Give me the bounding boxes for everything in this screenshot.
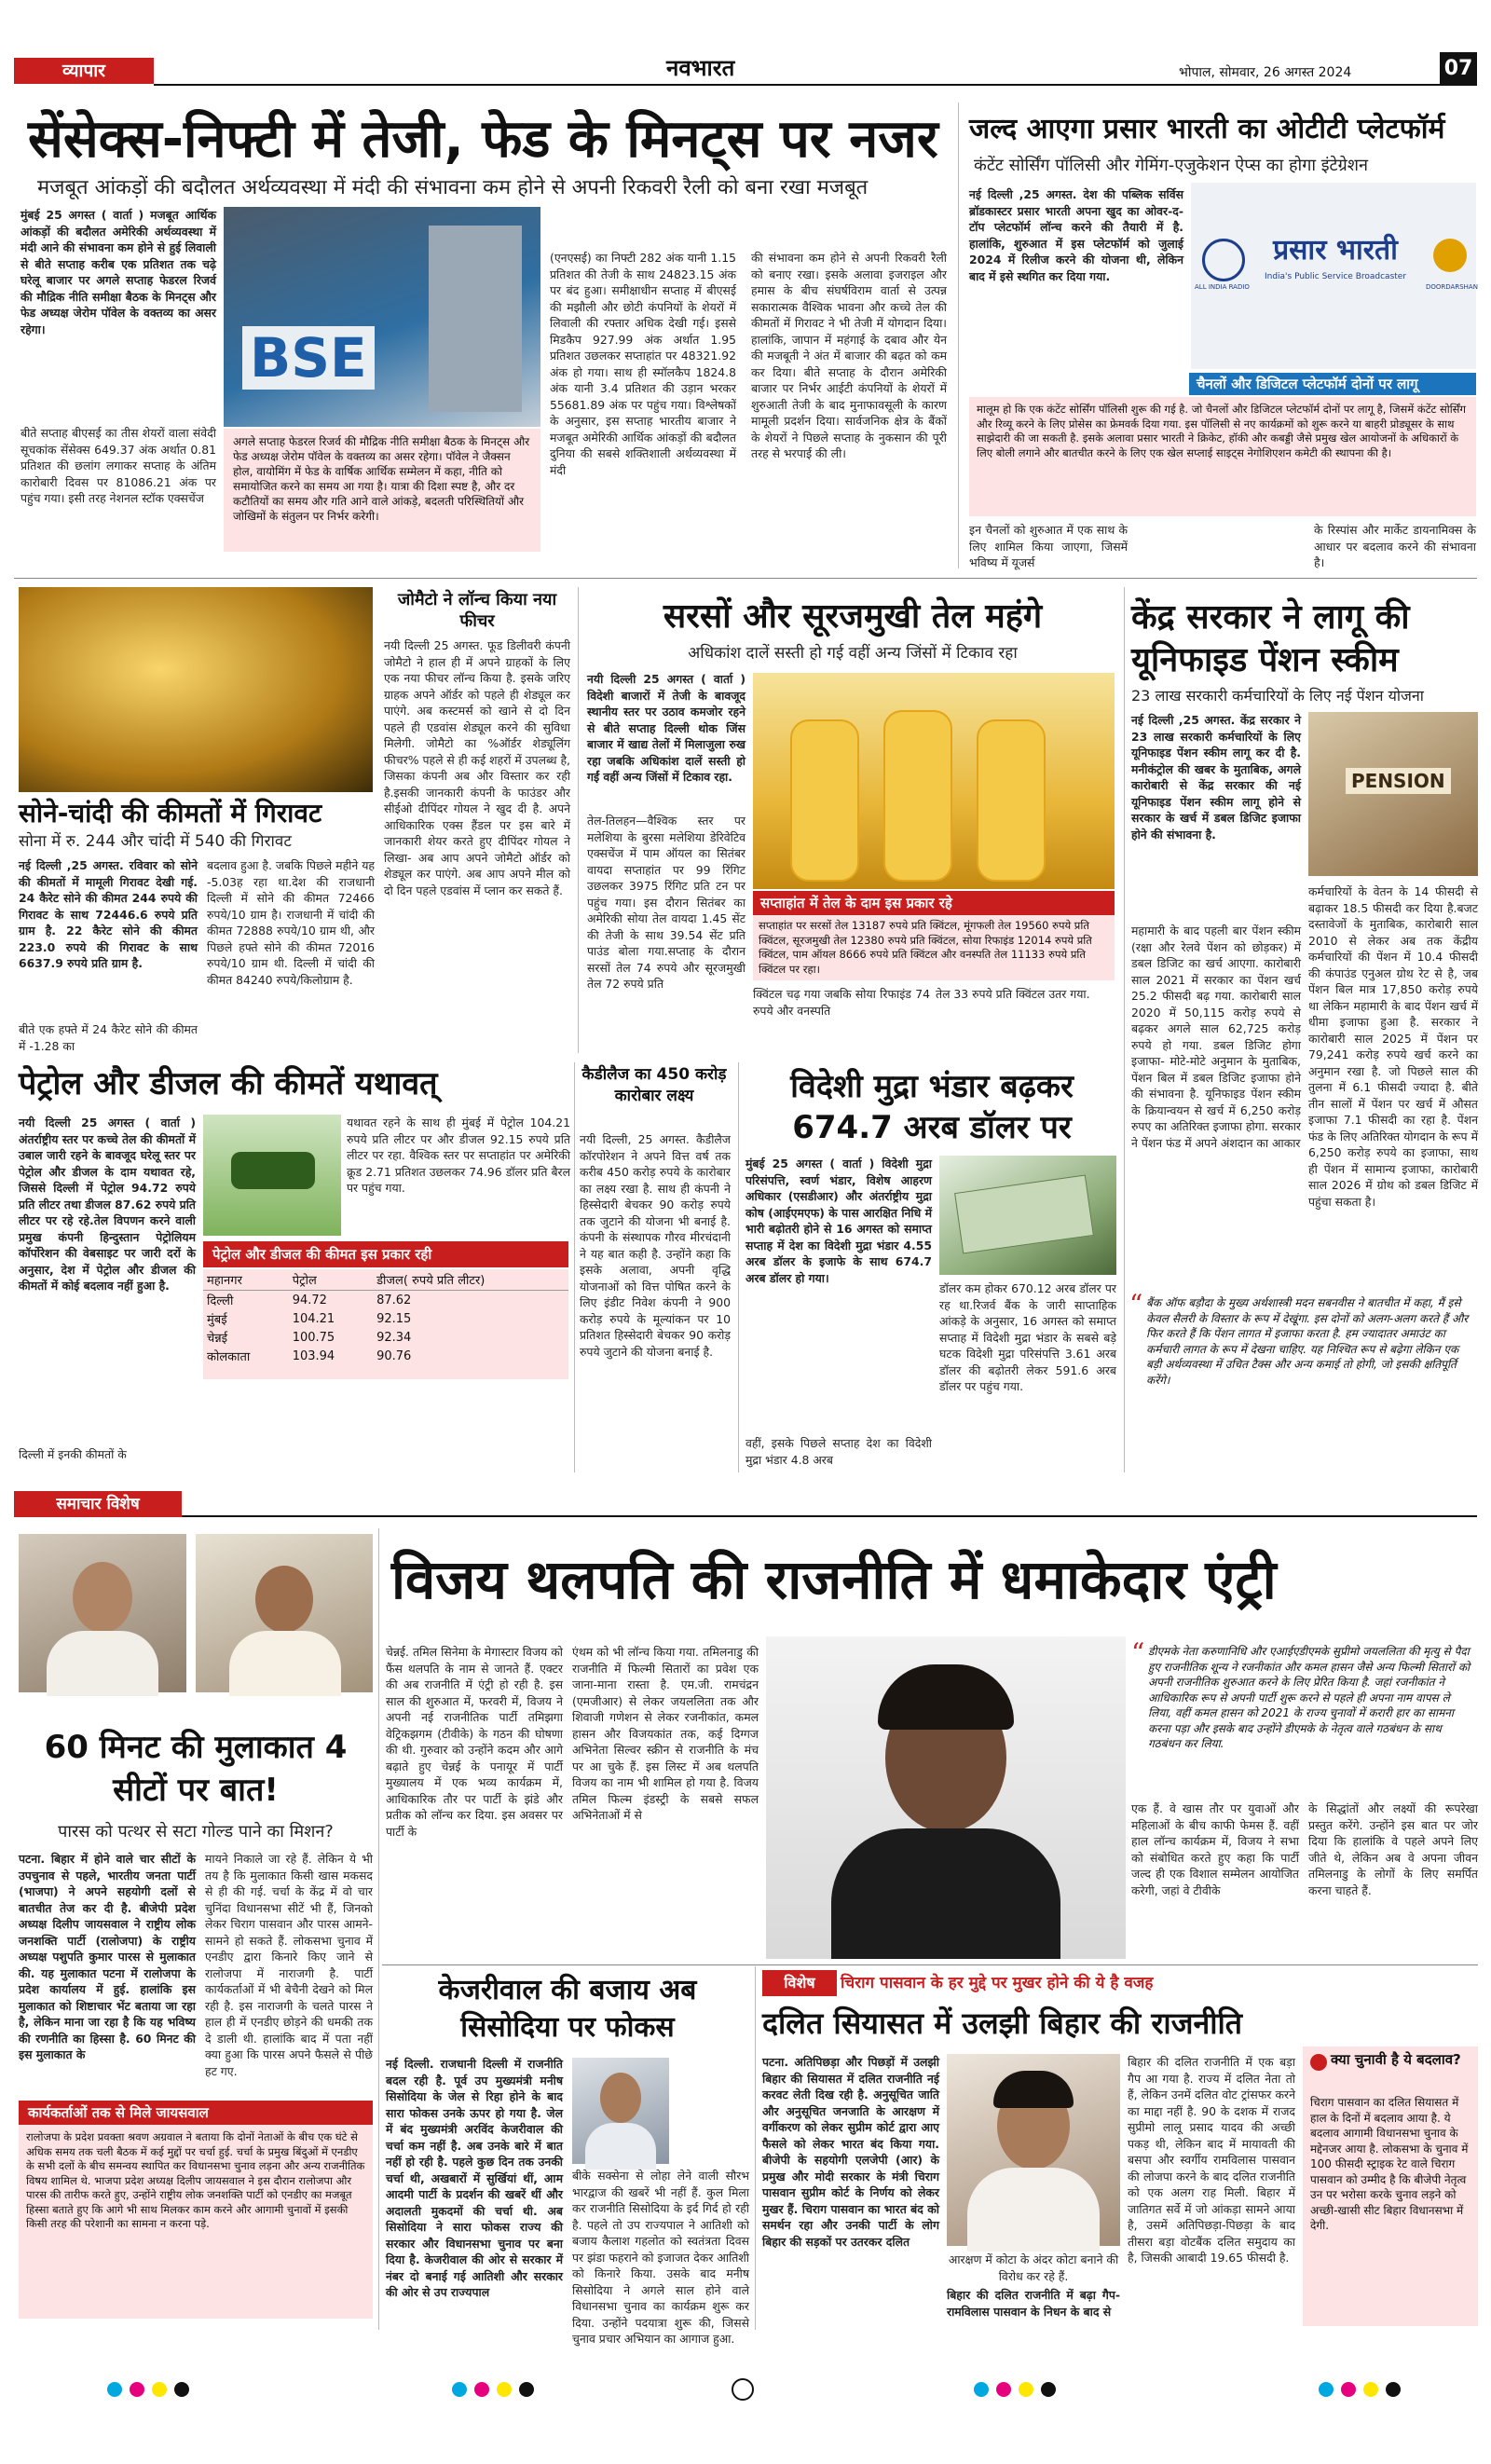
dateline: भोपाल, सोमवार, 26 अगस्त 2024 xyxy=(1179,65,1352,80)
cyan-mark xyxy=(974,2382,989,2397)
pension-col1: महामारी के बाद पहली बार पेंशन स्कीम (रक्षा और रेलवे पेंशन को छोड़कर) में डबल डिजिट का खर्च आएगा. कारोबारी साल 2021 में सरकार का पेंशन खर्च 25.2 फीसदी बढ़ गया. कारोबारी साल 2020 में 50,115 करोड़ रुपये से बढ़कर अगले साल 62,725 करोड़ रुपये हो गया. डबल डिजिट होगा इजाफा- मोटे-मोटे अनुमान के मुताबिक, पेंशन बिल में डबल डिजिट इजाफा होने की संभावना है. यूनिफाइड पेंशन स्कीम के क्रियान्वयन से खर्च में 6,250 करोड़ रुपए का अतिरिक्त इजाफा होगा. सरकार ने पेंशन फंड में अपने अंशदान का आकार xyxy=(1131,924,1301,1150)
forex-col2: डॉलर कम होकर 670.12 अरब डॉलर पर रह था.रिजर्व बैंक के जारी साप्ताहिक आंकड़े के अनुसार, 16 अगस्त को समाप्त सप्ताह में विदेशी मुद्रा भंडार के सबसे बड़े घटक विदेशी मुद्रा परिसंपत्ति 3.61 अरब डॉलर की बढ़ोतरी लेकर 591.6 अरब डॉलर पर पहुंच गया. xyxy=(939,1281,1116,1393)
pension-lead-text: नई दिल्ली ,25 अगस्त. केंद्र सरकार ने 23 लाख सरकारी कर्मचारियों के लिए यूनिफाइड पेंशन स्कीम लागू कर दी है. मनीकंट्रोल की खबर के मुताबिक, अगले कारोबारी से केंद्र सरकार की नई यूनिफाइड पेंशन स्कीम लागू होने से सरकार के खर्च में डबल डिजिट इजाफा होने की संभावना है. xyxy=(1131,713,1301,842)
table-cell: 92.15 xyxy=(376,1311,412,1326)
chirag-sub xyxy=(947,2287,1120,2324)
petrol-table xyxy=(203,1269,568,1379)
prasar-band: चैनलों और डिजिटल प्लेटफॉर्म दोनों पर लागू xyxy=(1189,373,1476,395)
person-hair xyxy=(878,1664,1014,1730)
person-head xyxy=(255,1566,313,1633)
table-header: महानगर xyxy=(203,1269,289,1291)
cadbury-body: नयी दिल्ली, 25 अगस्त. कैडीलैज कॉरपोरेशन ने अपने वित्त वर्ष तक करीब 450 करोड़ रुपये के कारोबार का लक्ष्य रखा है. साथ ही कंपनी ने हिस्सेदारी बेचकर 90 करोड़ रुपये तक जुटाने की योजना भी बनाई है. कंपनी के संस्थापक गौरव मीरचंदानी ने यह बात कही है. उन्होंने कहा कि इसके अलावा, अपनी वृद्धि योजनाओं को वित्त पोषित करने के लिए इंडीट निवेश कंपनी ने 900 करोड़ रुपये के मूल्यांकन पर 10 प्रतिशत हिस्सेदारी बेचकर 90 करोड़ रुपये जुटाने की योजना बनाई है. xyxy=(580,1132,731,1359)
sensex-photo xyxy=(224,207,540,427)
oil-lead xyxy=(587,671,746,811)
table-cell: 92.34 xyxy=(376,1330,412,1345)
section-label: व्यापार xyxy=(62,61,105,81)
sensex-caption xyxy=(224,429,540,552)
paras-photo xyxy=(19,1534,186,1692)
masthead xyxy=(14,52,1477,89)
election-box xyxy=(1303,2046,1478,2326)
prasar-lead-text: नई दिल्ली ,25 अगस्त. देश की पब्लिक सर्विस ब्रॉडकास्टर प्रसार भारती अपना खुद का ओवर-द-टॉप प्लेटफॉर्म लॉन्च करने की तैयारी में है. हालांकि, शुरुआत में इस प्लेटफॉर्म को जुलाई 2024 में रिलीज करने की योजना थी, लेकिन बाद में इसे स्थगित कर दिया गया. xyxy=(969,187,1183,283)
person-head xyxy=(600,2073,641,2123)
table-cell: 87.62 xyxy=(376,1293,412,1307)
zomato-headline: जोमैटो ने लॉन्च किया नया फीचर xyxy=(397,590,557,631)
jaiswal-photo xyxy=(196,1534,373,1692)
page-number: 07 xyxy=(1440,52,1477,86)
special-rule xyxy=(182,1515,1477,1517)
yellow-mark xyxy=(1363,2382,1378,2397)
table-cell: 94.72 xyxy=(292,1293,327,1307)
magenta-mark xyxy=(474,2382,489,2397)
oil-tail-a: क्विंटल चढ़ गया जबकि सोया रिफाइंड 74 रुपये और वनस्पति xyxy=(753,987,930,1018)
chirag-photo xyxy=(947,2054,1120,2246)
gold-lead-text: नई दिल्ली ,25 अगस्त. रविवार को सोने की कीमतों में मामूली गिरावट देखी गई. 24 कैरेट सोने की कीमत 244 रुपये की गिरावट के साथ 72446.6 रुपये प्रति ग्राम है. 22 कैरेट सोने की कीमत 223.0 रुपये की गिरावट के साथ 6637.9 रुपये प्रति ग्राम है. xyxy=(19,858,198,970)
vijay-col3: एक हैं. वे खास तौर पर युवाओं और महिलाओं के बीच काफी फेमस हैं. वहीं हाल लॉन्च कार्यक्रम में, विजय ने सभा को संबोधित करते हुए कहा कि पार्टी जल्द ही एक विशाल सम्मेलन आयोजित करेगी, जहां वे टीवीके xyxy=(1131,1801,1299,1897)
oil-headline: सरसों और सूरजमुखी तेल महंगे xyxy=(663,597,1043,636)
building-block xyxy=(429,226,522,412)
pension-deck: 23 लाख सरकारी कर्मचारियों के लिए नई पेंशन योजना xyxy=(1131,687,1424,705)
petrol-table-title: पेट्रोल और डीजल की कीमत इस प्रकार रही xyxy=(203,1241,568,1267)
magenta-mark xyxy=(1341,2382,1356,2397)
air-label: ALL INDIA RADIO xyxy=(1195,283,1250,291)
dd-label: DOORDARSHAN xyxy=(1426,283,1478,291)
black-mark xyxy=(1386,2382,1401,2397)
registration-strip xyxy=(14,2376,1477,2404)
prasar-box-text: मालूम हो कि एक कंटेंट सोर्सिंग पॉलिसी शुरू की गई है. जो चैनलों और डिजिटल प्लेटफॉर्म दोनों पर लागू है, जिसमें कंटेंट सोर्सिंग और रिव्यू करने के लिए प्रोसेस का फ्रेमवर्क दिया गया. इस पॉलिसी से नए कार्यक्रमों को शुरू करने या बाहरी प्रोड्यूसर के साथ साझेदारी की जा सकती है. इसके अलावा प्रसार भारती ने क्रिकेट, हॉकी और कबड्डी जैसे प्रमुख खेल आयोजनों के अधिकारों के लिए बोली लगाने और बातचीत करने के लिए एक खेल सप्लाई साइट्स नेगोशिएशन कमेटी की स्थापना की है। xyxy=(977,403,1466,459)
quote-icon: “ xyxy=(1131,1637,1145,1668)
table-row xyxy=(203,1328,568,1347)
gold-photo xyxy=(19,587,373,792)
vijay-col2: एंथम को भी लॉन्च किया गया. तमिलनाडु की राजनीति में फिल्मी सितारों का प्रवेश एक जाना-माना रास्ता है. एम.जी. रामचंद्रन (एमजीआर) से लेकर जयललिता तक और शिवाजी गणेशन से लेकर रजनीकांत, कमल हासन और विजयकांत तक, कई दिग्गज अभिनेता सिल्वर स्क्रीन से राजनीति के मंच पर आ चुके हैं. इस लिस्ट में अब थलपति विजय का नाम भी शामिल हो गया है. विजय तमिल फिल्म इंडस्ट्री के सबसे सफल अभिनेताओं में से xyxy=(572,1645,759,1822)
paras-headline: 60 मिनट की मुलाकात 4 सीटों पर बात! xyxy=(44,1729,348,1809)
table-row xyxy=(203,1347,568,1365)
black-mark xyxy=(519,2382,534,2397)
dd-logo-icon xyxy=(1433,239,1467,272)
vijay-photo xyxy=(766,1636,1126,1959)
black-mark xyxy=(1041,2382,1056,2397)
paras-col1-text: पटना. बिहार में होने वाले चार सीटों के उपचुनाव से पहले, भारतीय जनता पार्टी (भाजपा) ने अपने सहयोगी दलों से बातचीत तेज कर दी है. बीजेपी प्रदेश अध्यक्ष दिलीप जायसवाल ने राष्ट्रीय लोक जनशक्ति पार्टी (रालोजपा) के राष्ट्रीय अध्यक्ष पशुपति कुमार पारस से मुलाकात की. यह मुलाकात पटना में रालोजपा के प्रदेश कार्यालय में हुई. हालांकि इस मुलाकात को शिष्टाचार भेंट बताया जा रहा है, लेकिन माना जा रहा है कि यह भविष्य की रणनीति का हिस्सा है. 60 मिनट की इस मुलाकात के xyxy=(19,1852,196,2061)
person-body xyxy=(831,1828,1060,1959)
table-header: डीजल( रुपये प्रति लीटर) xyxy=(373,1269,568,1291)
section-rule xyxy=(14,578,1477,579)
sensex-col1: बीते सप्ताह बीएसई का तीस शेयरों वाला संवेदी सूचकांक सेंसेक्स 649.37 अंक अर्थात 0.81 प्रतिशत की छलांग लगाकर सप्ताह के अंतिम कारोबारी दिवस पर 81086.21 अंक पर पहुंच गया। इसी तरह नेशनल स्टॉक एक्सचेंज xyxy=(21,426,216,505)
chirag-caption: आरक्षण में कोटा के अंदर कोटा बनाने की विरोध कर रहे हैं. xyxy=(948,2252,1119,2283)
table-cell: मुंबई xyxy=(207,1313,227,1327)
sensex-deck: मजबूत आंकड़ों की बदौलत अर्थव्यवस्था में मंदी की संभावना कम होने से अपनी रिकवरी रैली को बना रखा मजबूत xyxy=(37,176,869,199)
sisodia-photo xyxy=(572,2058,669,2164)
black-mark xyxy=(174,2382,189,2397)
person-body xyxy=(229,1631,341,1696)
prasar-lead xyxy=(969,186,1183,365)
prasar-logo-text: प्रसार भारती xyxy=(1273,234,1398,267)
person-body xyxy=(585,2123,656,2170)
sensex-col3: की संभावना कम होने से अपनी रिकवरी रैली को बनाए रखा। इसके अलावा इजराइल और हमास के बीच संघर्षविराम वार्ता से उत्पन्न सकारात्मक वैश्विक भावना और कच्चे तेल की कीमतों में गिरावट ने भी तेजी में योगदान दिया। हालांकि, जापान में महंगाई के दबाव और येन की मजबूती ने अंत में बाजार की बढ़त को कम कर दिया। बीते सप्ताह के दौरान अमेरिकी बाजार पर निर्भर आईटी कंपनियों के शेयरों में शुरुआती तेजी के बाद मुनाफावसूली के कारण मामूली प्रदर्शन दिया। सार्वजनिक क्षेत्र के बैंकों के शेयरों ने पिछले सप्ताह के नुकसान की पूरी तरह से भरपाई की ली। xyxy=(751,251,947,460)
prasar-deck: कंटेंट सोर्सिंग पॉलिसी और गेमिंग-एजुकेशन ऐप्स का होगा इंटेग्रेशन xyxy=(974,156,1369,175)
paras-box-text: रालोजपा के प्रदेश प्रवक्ता श्रवण अग्रवाल ने बताया कि दोनों नेताओं के बीच एक घंटे से अधिक समय तक चली बैठक में कई मुद्दों पर चर्चा हुई. चर्चा के प्रमुख बिंदुओं में एनडीए के सभी दलों के बीच समन्वय स्थापित कर विधानसभा चुनाव लड़ना और अन्य राजनीतिक विषय शामिल थे. भाजपा प्रदेश अध्यक्ष दिलीप जायसवाल ने इस दौरान रालोजपा और पारस की तारीफ करते हुए, उन्होंने राष्ट्रीय लोक जनशक्ति पार्टी को एनडीए का मजबूत हिस्सा बताते हुए कि आगे भी साथ मिलकर काम करने और आगामी चुनावों में इसकी किसी तरह की परेशानी का सामना न करना पड़े. xyxy=(26,2130,365,2230)
special-label: समाचार विशेष xyxy=(14,1491,182,1517)
forex-lead-tail: वहीं, इसके पिछले सप्ताह देश का विदेशी मुद्रा भंडार 4.8 अरब xyxy=(746,1436,932,1467)
kejri-col1 xyxy=(386,2056,563,2322)
gold-lead xyxy=(19,857,198,1020)
table-row xyxy=(203,1291,568,1310)
chirag-sub-text: बिहार की दलित राजनीति में बढ़ा गैप- रामविलास पासवान के निधन के बाद से xyxy=(947,2288,1120,2319)
prasar-headline: जल्द आएगा प्रसार भारती का ओटीटी प्लेटफॉर्म xyxy=(969,113,1445,145)
gold-col2: बदलाव हुआ है. जबकि पिछले महीने यह -5.03ह रहा था.देश की राजधानी दिल्ली में सोने की कीमत 72466 रुपये/10 ग्राम है। राजधानी में चांदी की कीमत 72888 रुपये/10 ग्राम थी, और पिछले हफ्ते सोने की कीमत 72016 रुपये/10 ग्राम थी. दिल्ली में चांदी की कीमत 84240 रुपये/किलोग्राम है. xyxy=(207,858,375,987)
kejri-col2: बीके सक्सेना से लोहा लेने वाली सौरभ भारद्वाज की खबरें भी नहीं हैं. कुल मिला कर राजनीति सिसोदिया के इर्द गिर्द हो रही है. पहले तो उप राज्यपाल ने आतिशी को बजाय कैलाश गहलोत को स्वतंत्रता दिवस पर झंडा फहराने को इजाजत देकर आतिशी को किनारे किया. उसके बाद मनीष सिसोदिया ने अगले साल होने वाले विधानसभा चुनाव का कार्यक्रम शुरू कर दिया. उन्होंने पदयात्रा शुरू की, जिससे चुनाव प्रचार अभियान का आगाज हुआ. xyxy=(572,2169,749,2346)
election-question: क्या चुनावी है ये बदलाव? xyxy=(1331,2051,1461,2068)
oil-deck: अधिकांश दालें सस्ती हो गई वहीं अन्य जिंसों में टिकाव रहा xyxy=(688,644,1018,663)
cyan-mark xyxy=(1319,2382,1334,2397)
sensex-lead-text: मुंबई 25 अगस्त ( वार्ता ) मजबूत आर्थिक आंकड़ों की बदौलत अमेरिकी अर्थव्यवस्था में मंदी आने की संभावना कम होने से हुई लिवाली से बीते सप्ताह करीब एक प्रतिशत तक चढ़े घरेलू बाजार पर अगले सप्ताह फेडरल रिजर्व की मौद्रिक नीति समीक्षा बैठक के मिनट्स और फेड अध्यक्ष जेरोम पॉवेल के वक्तव्य का असर रहेगा। xyxy=(21,208,216,336)
magenta-mark xyxy=(996,2382,1011,2397)
magenta-mark xyxy=(130,2382,144,2397)
petrol-col2: यथावत रहने के साथ ही मुंबई में पेट्रोल 104.21 रुपये प्रति लीटर पर और डीजल 92.15 रुपये प्रति लीटर पर रहा. वैश्विक स्तर पर सप्ताहांत पर अमेरिकी क्रूड 2.71 प्रतिशत उछलकर 74.96 डॉलर प्रति बैरल पर पहुंच गया. xyxy=(347,1116,570,1195)
crosshair-icon xyxy=(732,2378,754,2401)
vijay-quote: डीएमके नेता करुणानिधि और एआईएडीएमके सुप्रीमो जयललिता की मृत्यु से पैदा हुए राजनीतिक शून्य ने रजनीकांत और कमल हासन जैसे अन्य फिल्मी सितारों को अपनी राजनीतिक शुरुआत करने के लिए प्रेरित किया है. जहां रजनीकांत ने आधिकारिक रूप से अपनी पार्टी शुरू करने से पहले ही अपना नाम वापस ले लिया, वहीं कमल हासन को 2021 के राज्य चुनावों में करारी हार का सामना करना पड़ा और इसके बाद उन्होंने डीएमके के नेतृत्व वाले गठबंधन के साथ गठबंधन कर लिया. xyxy=(1148,1645,1470,1750)
vijay-col1-text: चेन्नई. तमिल सिनेमा के मेगास्टार विजय को फैंस थलपति के नाम से जानते हैं. एक्टर की अब राजनीति में एंट्री हो रही है. इस साल की शुरुआत में, फरवरी में, विजय ने अपनी नई राजनीतिक पार्टी तमिझगा वेट्रिकझगम (टीवीके) के गठन की घोषणा की थी. गुरुवार को उन्होंने कदम और आगे बढ़ाते हुए चेन्नई के पनायूर में पार्टी मुख्यालय में एक भव्य कार्यक्रम में, आधिकारिक तौर पर पार्टी के झंडे और प्रतीक को लॉन्च कर दिया. इस अवसर पर पार्टी के xyxy=(386,1645,563,1839)
vijay-quote-box xyxy=(1131,1637,1478,1795)
table-row xyxy=(203,1309,568,1328)
section-rule xyxy=(382,1964,1478,1965)
petrol-lead xyxy=(19,1115,196,1443)
table-cell: 100.75 xyxy=(292,1330,335,1345)
petrol-lead-tail: दिल्ली में इनकी कीमतों के xyxy=(19,1447,127,1461)
chirag-band: चिराग पासवान के हर मुद्दे पर मुखर होने की ये है वजह xyxy=(841,1974,1154,1992)
pension-lead xyxy=(1131,712,1301,919)
bottle xyxy=(883,710,952,882)
cyan-mark xyxy=(107,2382,122,2397)
prasar-logo xyxy=(1191,183,1476,369)
person-hair xyxy=(993,2071,1074,2108)
nozzle-icon xyxy=(231,1152,315,1189)
chirag-col2: बिहार की दलित राजनीति में एक बड़ा गैप आ गया है. राज्य में दलित नेता तो हैं, लेकिन उनमें दलित वोट ट्रांसफर करने का माद्दा नहीं है. 90 के दशक में राजद सुप्रीमो लालू प्रसाद यादव की अच्छी पकड़ थी, लेकिन बाद में मायावती की बसपा और स्वर्गीय रामविलास पासवान की लोजपा करने के बाद दलित राजनीति को एक अलग राह मिली. बिहार में जातिगत सर्वे में जो आंकड़ा सामने आया है, उसमें अतिपिछड़ा-पिछड़ा के बाद तीसरा बड़ा वोटबैंक दलित समुदाय का है, जिसकी आबादी 19.65 फीसदी है. xyxy=(1128,2055,1295,2265)
cadbury-headline: कैडीलैज का 450 करोड़ कारोबार लक्ष्य xyxy=(581,1065,727,1105)
forex-headline: विदेशी मुद्रा भंडार बढ़कर 674.7 अरब डॉलर पर xyxy=(790,1068,1074,1146)
table-cell: 103.94 xyxy=(292,1348,335,1363)
zomato-body: नयी दिल्ली 25 अगस्त. फूड डिलीवरी कंपनी जोमैटो ने हाल ही में अपने ग्राहकों के लिए एक नया फीचर लॉन्च किया है. इसके जरिए ग्राहक अपने ऑर्डर को पहले ही शेड्यूल कर पाएंगे. अब कस्टमर्स को खाने से दो दिन पहले ही एडवांस शेड्यूल करने की सुविधा मिलेगी. जोमैटो का %ऑर्डर शेड्यूलिंग फीचर% पहले से ही कई शहरों में उपलब्ध है, जिसका कंपनी अब और विस्तार कर रही है.इसकी जानकारी कंपनी के फाउंडर और सीईओ दीपिंदर गोयल ने खुद दी है. अपने आधिकारिक एक्स हैंडल पर इस बारे में जानकारी शेयर करते हुए दीपिंदर गोयल ने लिखा- अब आप अपने जोमैटो ऑर्डर को शेड्यूल कर पाएंगे. अब आप अपने मील को दो दिन पहले एडवांस में प्लान कर सकते हैं. xyxy=(384,638,570,897)
prasar-col-a: इन चैनलों को शुरुआत में एक साथ के लिए शामिल किया जाएगा, जिसमें भविष्य में यूजर्स xyxy=(969,523,1128,569)
masthead-rule xyxy=(154,84,1440,86)
paras-box xyxy=(19,2125,373,2319)
forex-photo xyxy=(939,1156,1116,1275)
gold-col1-tail: बीते एक हफ्ते में 24 कैरेट सोने की कीमत में -1.28 का xyxy=(19,1022,198,1053)
currency-notes xyxy=(954,1174,1094,1253)
gold-headline: सोने-चांदी की कीमतों में गिरावट xyxy=(19,798,322,828)
table-cell: 104.21 xyxy=(292,1311,335,1326)
yellow-mark xyxy=(1019,2382,1033,2397)
chirag-label: विशेष xyxy=(762,1970,837,1996)
election-box-text: चिराग पासवान का दलित सियासत में हाल के दिनों में बदलाव आया है. ये बदलाव आगामी विधानसभा चुनाव के मद्देनजर आया है. लोकसभा के चुनाव में 100 फीसदी स्ट्राइक रेट वाले चिराग पासवान को उम्मीद है कि बीजेपी नेतृत्व उन पर भरोसा करके चुनाव लड़ने को अच्छी-खासी सीट बिहार विधानसभा में देगी. xyxy=(1310,2096,1469,2232)
oil-band: सप्ताहांत में तेल के दाम इस प्रकार रहे xyxy=(753,891,1115,915)
oil-tail-b: तेल 33 रुपये प्रति क्विंटल उतर गया. xyxy=(936,987,1090,1001)
prasar-col-b: के रिस्पांस और मार्केट डायनामिक्स के आधार पर बदलाव करने की संभावना है। xyxy=(1314,523,1476,569)
vijay-headline: विजय थलपति की राजनीति में धमाकेदार एंट्री xyxy=(391,1548,1277,1611)
table-cell: 90.76 xyxy=(376,1348,412,1363)
chirag-col1 xyxy=(762,2054,939,2324)
pension-quote-box xyxy=(1129,1289,1480,1450)
divider xyxy=(574,1062,575,1472)
paras-band: कार्यकर्ताओं तक से मिले जायसवाल xyxy=(19,2101,373,2125)
oil-lead-text: नयी दिल्ली 25 अगस्त ( वार्ता ) विदेशी बाजारों में तेजी के बावजूद स्थानीय स्तर पर उठाव कमजोर रहने से बीते सप्ताह दिल्ली थोक जिंस बाजार में खाद्य तेलों में मिलाजुला रुख रहा जबकि अधिकांश दालें सस्ती हो गईं वहीं अन्य जिंसों में टिकाव रहा. xyxy=(587,672,746,784)
vijay-col1 xyxy=(386,1644,563,1959)
sensex-caption-text: अगले सप्ताह फेडरल रिजर्व की मौद्रिक नीति समीक्षा बैठक के मिनट्स और फेड अध्यक्ष जेरोम पॉवेल के वक्तव्य का असर रहेगा। पॉवेल ने जैक्सन होल, वायोमिंग में फेड के वार्षिक आर्थिक सम्मेलन में कहा, नीति को समायोजित करने का समय आ गया है। यात्रा की दिशा स्पष्ट है, और दर कटौतियों का समय और गति आने वाले आंकड़े, बदलती परिस्थितियों और जोखिमों के संतुलन पर निर्भर करेगी। xyxy=(233,435,530,523)
divider xyxy=(378,1528,379,2330)
kejri-headline: केजरीवाल की बजाय अब सिसोदिया पर फोकस xyxy=(438,1974,697,2044)
cyan-mark xyxy=(452,2382,467,2397)
chirag-col1-text: पटना. अतिपिछड़ा और पिछड़ों में उलझी बिहार की सियासत में दलित राजनीति नई करवट लेती दिख रही है. अनुसूचित जाति और अनुसूचित जनजाति के आरक्षण में वर्गीकरण को लेकर सुप्रीम कोर्ट द्वारा आए फैसले को लेकर भारत बंद किया गया. बीजेपी के सहयोगी एलजेपी (आर) के प्रमुख और मोदी सरकार के मंत्री चिराग पासवान सुप्रीम कोर्ट के निर्णय को लेकर मुखर हैं. चिराग पासवान का भारत बंद को समर्थन रहा और उनकी पार्टी के लोग बिहार की सड़कों पर उतरकर दलित xyxy=(762,2055,939,2249)
bse-sign: BSE xyxy=(242,326,375,390)
oil-photo xyxy=(753,673,1115,889)
sensex-col2: (एनएसई) का निफ्टी 282 अंक यानी 1.15 प्रतिशत की तेजी के साथ 24823.15 अंक पर बंद हुआ। समीक्षाधीन सप्ताह में बीएसई की मझौली और छोटी कंपनियों के शेयरों में लिवाली की रफ्तार अधिक देखी गई। इससे मिडकैप 927.99 अंक अर्थात 1.95 प्रतिशत उछलकर सप्ताहांत पर 48321.92 अंक हो गया। साथ ही स्मॉलकैप 1824.8 अंक यानी 3.4 प्रतिशत की उड़ान भरकर 55681.89 अंक पर पहुंच गया। विश्लेषकों के अनुसार, इस सप्ताह भारतीय बाजार ने मजबूत अमेरिकी आर्थिक आंकड़ों की बदौलत दुनिया की सबसे शक्तिशाली अर्थव्यवस्था में मंदी xyxy=(550,251,736,477)
divider xyxy=(755,1966,756,2330)
pension-photo-label: PENSION xyxy=(1346,768,1451,794)
question-icon xyxy=(1310,2054,1327,2071)
forex-lead xyxy=(746,1156,932,1435)
pension-quote: बैंक ऑफ बड़ौदा के मुख्य अर्थशास्त्री मदन सबनवीस ने बातचीत में कहा, मैं इसे केवल सैलरी के विस्तार के रूप में देखूंगा. इस दोनों को अलग-अलग करते हैं और फिर करते हैं कि पेंशन लागत में इजाफा करता है. हम ज्यादातर अमाउंट का कर्मचारी लागत के रूप में देखना चाहिए. यह निश्चित रूप से बढ़ेगा लेकिन एक बड़ी अर्थव्यवस्था में उचित टैक्स और अन्य कमाई तो होगी, जो इसकी क्षतिपूर्ति करेंगे। xyxy=(1146,1296,1469,1387)
prasar-logo-sub: India's Public Service Broadcaster xyxy=(1264,272,1407,281)
divider xyxy=(738,1062,739,1472)
vijay-col4: के सिद्धांतों और लक्ष्यों की रूपरेखा प्रस्तुत करेंगे. उन्होंने इस बात पर जोर दिया कि हालांकि वे पहले अपने लिए जीते थे, लेकिन अब वे अपना जीवन तमिलनाडु के लोगों के लिए समर्पित करना चाहते हैं. xyxy=(1308,1801,1478,1897)
table-cell: दिल्ली xyxy=(207,1294,234,1308)
special-band xyxy=(14,1487,1477,1521)
petrol-photo xyxy=(203,1115,341,1236)
oil-rates: सप्ताहांत पर सरसों तेल 13187 रुपये प्रति क्विंटल, मूंगफली तेल 19560 रुपये प्रति क्विंटल, सूरजमुखी तेल 12380 रुपये प्रति क्विंटल, सोया रिफाइंड 12014 रुपये प्रति क्विंटल, पाम ऑयल 8666 रुपये प्रति क्विंटल और वनस्पति तेल 11133 रुपये प्रति क्विंटल पर रहा। xyxy=(759,919,1092,976)
sensex-headline: सेंसेक्स-निफ्टी में तेजी, फेड के मिनट्स पर नजर xyxy=(28,109,938,170)
pension-col2: कर्मचारियों के वेतन के 14 फीसदी से बढ़ाकर 18.5 फीसदी कर दिया है.बजट दस्तावेजों के मुताबिक, कारोबारी साल 2010 से लेकर अब तक केंद्रीय कर्मचारियों की पेंशन में 10.4 फीसदी की कंपाउंड एनुअल ग्रोथ रेट से है, जब पेंशन बिल मात्र 17,850 करोड़ रुपये था लेकिन महामारी के बाद पेंशन खर्च में धीमा इजाफा हुआ है. सरकार ने कारोबारी साल 2025 में पेंशन पर 79,241 करोड़ रुपये खर्च करने का अनुमान रखा है. जो पिछले साल की तुलना में 6.1 फीसदी ज्यादा है. बीते तीन सालों में पेंशन पर खर्च में औसत इजाफा 7.1 फीसदी का रहा है. पेंशन फंड के लिए अतिरिक्त योगदान के रूप में 6,250 करोड़ रुपये का इजाफा, साथ ही पेंशन में सामान्य इजाफा, कारोबारी साल 2026 में ग्रोथ को डबल डिजिट में पहुंचा सकता है। xyxy=(1308,884,1478,1209)
oil-rates-box xyxy=(753,915,1115,980)
petrol-rate-table xyxy=(203,1269,568,1365)
person-body xyxy=(47,1631,158,1696)
paras-col2: मायने निकाले जा रहे हैं. लेकिन ये भी तय है कि मुलाकात किसी खास मकसद से ही की गई. चर्चा के केंद्र में वो चार चुनिंदा विधानसभा सीटें भी हैं, जिनको लेकर चिराग पासवान और पारस आमने-सामने हो सकते हैं. लोकसभा चुनाव में एनडीए द्वारा किनारे किए जाने से रालोजपा में नाराजगी है. पार्टी कार्यकर्ताओं में भी बेचैनी देखने को मिल रही है. इस नाराजगी के चलते पारस ने हाल ही में एनडीए छोड़ने की धमकी तक दे डाली थी. हालांकि बाद में पता नहीं क्या हुआ कि पारस अपने फैसले से पीछे हट गए. xyxy=(205,1852,373,2078)
pension-photo xyxy=(1308,712,1478,876)
divider xyxy=(958,103,959,568)
paper-name: नवभारत xyxy=(666,55,735,81)
bottle xyxy=(790,719,859,882)
paras-col1 xyxy=(19,1851,196,2095)
chirag-headline: दलित सियासत में उलझी बिहार की राजनीति xyxy=(762,2005,1243,2041)
yellow-mark xyxy=(497,2382,512,2397)
prasar-box xyxy=(969,397,1476,516)
forex-lead-text: मुंबई 25 अगस्त ( वार्ता ) विदेशी मुद्रा परिसंपत्ति, स्वर्ण भंडार, विशेष आहरण अधिकार (एसडीआर) और अंतर्राष्ट्रीय मुद्रा कोष (आईएमएफ) के पास आरक्षित निधि में भारी बढ़ोतरी होने से 16 अगस्त को समाप्त सप्ताह में देश का विदेशी मुद्रा भंडार 4.55 अरब डॉलर के इजाफे के साथ 674.7 अरब डॉलर हो गया। xyxy=(746,1157,932,1285)
gold-deck: सोना में रु. 244 और चांदी में 540 की गिरावट xyxy=(19,832,292,851)
petrol-lead-text: नयी दिल्ली 25 अगस्त ( वार्ता ) अंतर्राष्ट्रीय स्तर पर कच्चे तेल की कीमतों में उबाल जारी रहने के बावजूद घरेलू स्तर पर पेट्रोल और डीजल के दाम यथावत रहे, जिससे दिल्ली में पेट्रोल 94.72 रुपये प्रति लीटर तथा डीजल 87.62 रुपये प्रति लीटर पर रहे रहे.तेल विपणन करने वाली प्रमुख कंपनी हिन्दुस्तान पेट्रोलियम कॉर्पोरेशन की वेबसाइट पर जारी दरों के अनुसार, देश में पेट्रोल और डीजल की कीमतों में कोई बदलाव नहीं हुआ है. xyxy=(19,1116,196,1293)
person-body xyxy=(967,2168,1100,2252)
sensex-lead xyxy=(21,207,216,421)
oil-body: तेल-तिलहन—वैश्विक स्तर पर मलेशिया के बुरसा मलेशिया डेरिवेटिव एक्सचेंज में पाम ऑयल का सितंबर वायदा सप्ताहांत पर 99 रिंगिट उछलकर 3975 रिंगिट प्रति टन पर पहुंच गया। इस दौरान सितंबर का अमेरिकी सोया तेल वायदा 1.45 सेंट की तेजी के साथ 39.54 सेंट प्रति पाउंड बोला गया.सप्ताह के दौरान सरसों तेल 74 रुपये और सूरजमुखी तेल 72 रुपये प्रति xyxy=(587,814,746,991)
air-logo-icon xyxy=(1202,239,1245,281)
table-cell: कोलकाता xyxy=(207,1350,251,1364)
petrol-headline: पेट्रोल और डीजल की कीमतें यथावत् xyxy=(19,1065,438,1102)
divider xyxy=(1124,587,1125,1472)
quote-icon: “ xyxy=(1129,1289,1143,1320)
pension-headline: केंद्र सरकार ने लागू की यूनिफाइड पेंशन स्कीम xyxy=(1131,598,1410,679)
table-header: पेट्रोल xyxy=(289,1269,373,1291)
yellow-mark xyxy=(152,2382,167,2397)
divider xyxy=(578,587,579,1053)
bottle xyxy=(977,719,1046,882)
kejri-col1-text: नई दिल्ली. राजधानी दिल्ली में राजनीति बदल रही है. पूर्व उप मुख्यमंत्री मनीष सिसोदिया के जेल से रिहा होने के बाद सारा फोकस उनके ऊपर हो गया है. जेल में बंद मुख्यमंत्री अरविंद केजरीवाल की चर्चा कम नहीं है. अब उनके बारे में बात नहीं हो रही है. पहले कुछ दिन तक उनकी चर्चा थी, अखबारों में सुर्खियां थीं, आम आदमी पार्टी के प्रदर्शन की खबरें थीं और अदालती मुकदमों की चर्चा थी. अब सिसोदिया ने सारा फोकस राज्य की सरकार और विधानसभा चुनाव पर बना दिया है. केजरीवाल की ओर से सरकार में नंबर दो बनाई गई आतिशी और सरकार की ओर से उप राज्यपाल xyxy=(386,2057,563,2299)
person-head xyxy=(73,1562,132,1633)
table-cell: चेन्नई xyxy=(207,1332,228,1346)
paras-deck: पारस को पत्थर से सटा गोल्ड पाने का मिशन? xyxy=(58,1822,334,1841)
